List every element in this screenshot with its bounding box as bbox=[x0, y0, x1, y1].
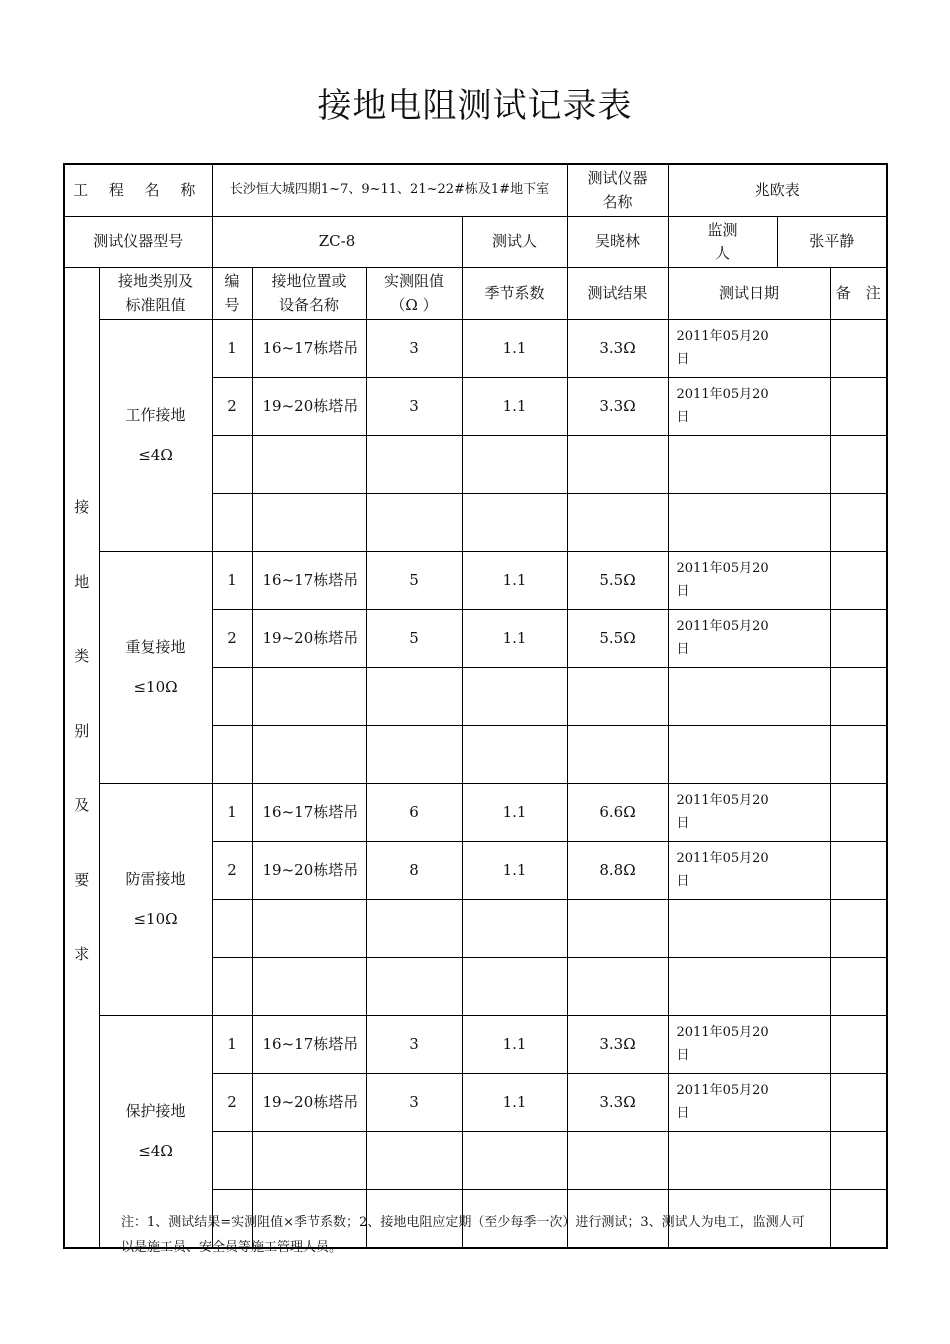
row-date-line2: 日 bbox=[676, 409, 690, 425]
instrument-model-value: ZC-8 bbox=[212, 217, 462, 268]
row-location bbox=[252, 726, 366, 784]
monitor-label-line2: 人 bbox=[714, 244, 730, 262]
instrument-name-label-line2: 名称 bbox=[602, 192, 633, 211]
row-result bbox=[567, 900, 668, 958]
header-remark: 备 注 bbox=[830, 268, 887, 320]
category-standard: ≤4Ω bbox=[138, 445, 173, 464]
row-measured bbox=[366, 494, 462, 552]
row-remark bbox=[830, 958, 887, 1016]
category-standard: ≤10Ω bbox=[133, 909, 178, 928]
row-result: 5.5Ω bbox=[567, 610, 668, 668]
row-location: 16~17栋塔吊 bbox=[252, 320, 366, 378]
header-measured-line2: （Ω ） bbox=[390, 295, 438, 314]
row-date-line1: 2011年05月20 bbox=[676, 793, 769, 808]
row-date bbox=[668, 552, 830, 610]
header-no bbox=[212, 268, 252, 320]
table-row bbox=[64, 784, 887, 842]
category-name: 保护接地 bbox=[125, 1102, 186, 1120]
row-date-line2: 日 bbox=[676, 815, 690, 831]
row-number: 2 bbox=[212, 378, 252, 436]
row-date-line1: 2011年05月20 bbox=[676, 1083, 769, 1098]
tester-label: 测试人 bbox=[462, 217, 567, 268]
row-number: 2 bbox=[212, 842, 252, 900]
row-remark bbox=[830, 900, 887, 958]
row-number bbox=[212, 494, 252, 552]
header-category-line1: 接地类别及 bbox=[117, 272, 193, 291]
row-location bbox=[252, 668, 366, 726]
row-number: 2 bbox=[212, 610, 252, 668]
header-no-line1: 编 bbox=[224, 272, 240, 291]
row-result bbox=[567, 436, 668, 494]
row-measured: 3 bbox=[366, 378, 462, 436]
model-row bbox=[64, 217, 887, 268]
row-remark bbox=[830, 320, 887, 378]
record-table bbox=[63, 163, 888, 1249]
row-location: 16~17栋塔吊 bbox=[252, 552, 366, 610]
side-label-char: 要 bbox=[74, 870, 90, 889]
row-result: 5.5Ω bbox=[567, 552, 668, 610]
row-measured: 3 bbox=[366, 320, 462, 378]
row-season: 1.1 bbox=[462, 1074, 567, 1132]
header-date: 测试日期 bbox=[668, 268, 830, 320]
header-no-line2: 号 bbox=[224, 295, 240, 314]
row-number bbox=[212, 668, 252, 726]
row-number bbox=[212, 436, 252, 494]
category-name: 工作接地 bbox=[125, 406, 186, 424]
row-number: 1 bbox=[212, 320, 252, 378]
row-number bbox=[212, 958, 252, 1016]
row-date bbox=[668, 610, 830, 668]
row-date bbox=[668, 378, 830, 436]
row-location: 16~17栋塔吊 bbox=[252, 784, 366, 842]
side-label-char: 及 bbox=[74, 796, 90, 814]
row-number: 1 bbox=[212, 784, 252, 842]
row-remark bbox=[830, 1074, 887, 1132]
project-value: 长沙恒大城四期1~7、9~11、21~22#栋及1#地下室 bbox=[212, 164, 567, 217]
row-result: 3.3Ω bbox=[567, 1016, 668, 1074]
row-remark bbox=[830, 378, 887, 436]
row-result bbox=[567, 1132, 668, 1190]
row-season: 1.1 bbox=[462, 378, 567, 436]
project-label: 工 程 名 称 bbox=[64, 164, 212, 217]
row-season bbox=[462, 958, 567, 1016]
row-season bbox=[462, 668, 567, 726]
row-measured bbox=[366, 668, 462, 726]
header-category bbox=[99, 268, 212, 320]
row-date bbox=[668, 726, 830, 784]
instrument-name-label-line1: 测试仪器 bbox=[587, 169, 648, 188]
table-row bbox=[64, 1016, 887, 1074]
category-name: 重复接地 bbox=[125, 638, 186, 656]
row-result: 3.3Ω bbox=[567, 1074, 668, 1132]
row-season bbox=[462, 900, 567, 958]
monitor-label-line1: 监测 bbox=[707, 220, 738, 239]
row-season: 1.1 bbox=[462, 784, 567, 842]
row-measured: 8 bbox=[366, 842, 462, 900]
side-label-char: 求 bbox=[74, 945, 90, 963]
row-remark bbox=[830, 1016, 887, 1074]
row-remark bbox=[830, 494, 887, 552]
row-date bbox=[668, 1074, 830, 1132]
row-measured bbox=[366, 958, 462, 1016]
row-date bbox=[668, 668, 830, 726]
table-row bbox=[64, 552, 887, 610]
tester-value: 吴晓林 bbox=[567, 217, 668, 268]
row-measured: 5 bbox=[366, 552, 462, 610]
row-season bbox=[462, 1132, 567, 1190]
row-season: 1.1 bbox=[462, 1016, 567, 1074]
row-measured bbox=[366, 900, 462, 958]
header-measured bbox=[366, 268, 462, 320]
row-remark bbox=[830, 610, 887, 668]
row-season bbox=[462, 494, 567, 552]
row-measured: 6 bbox=[366, 784, 462, 842]
side-label-char: 别 bbox=[74, 721, 90, 740]
row-location: 19~20栋塔吊 bbox=[252, 378, 366, 436]
instrument-model-label: 测试仪器型号 bbox=[64, 217, 212, 268]
category-cell bbox=[99, 320, 212, 552]
row-number bbox=[212, 900, 252, 958]
row-number bbox=[212, 726, 252, 784]
monitor-label bbox=[668, 217, 777, 268]
side-label bbox=[64, 268, 99, 1249]
page-title: 接地电阻测试记录表 bbox=[317, 86, 633, 126]
row-date-line1: 2011年05月20 bbox=[676, 329, 769, 344]
row-number bbox=[212, 1132, 252, 1190]
row-measured: 3 bbox=[366, 1074, 462, 1132]
row-result bbox=[567, 494, 668, 552]
category-cell bbox=[99, 784, 212, 1016]
row-date-line2: 日 bbox=[676, 641, 690, 657]
row-location bbox=[252, 494, 366, 552]
row-measured: 5 bbox=[366, 610, 462, 668]
row-date bbox=[668, 1132, 830, 1190]
row-remark bbox=[830, 726, 887, 784]
side-label-char: 地 bbox=[74, 572, 90, 591]
row-date-line1: 2011年05月20 bbox=[676, 561, 769, 576]
row-date bbox=[668, 958, 830, 1016]
side-label-char: 类 bbox=[74, 647, 90, 665]
footnote-line2: 以是施工员、安全员等施工管理人员。 bbox=[121, 1240, 343, 1255]
row-date bbox=[668, 842, 830, 900]
header-category-line2: 标准阻值 bbox=[125, 295, 186, 314]
row-date-line1: 2011年05月20 bbox=[676, 851, 769, 866]
row-date-line1: 2011年05月20 bbox=[676, 1025, 769, 1040]
row-remark bbox=[830, 1132, 887, 1190]
category-name: 防雷接地 bbox=[125, 870, 186, 888]
row-measured bbox=[366, 436, 462, 494]
row-remark bbox=[830, 668, 887, 726]
row-remark bbox=[830, 436, 887, 494]
row-location bbox=[252, 436, 366, 494]
row-number: 2 bbox=[212, 1074, 252, 1132]
footnote bbox=[121, 1210, 891, 1260]
header-measured-line1: 实测阻值 bbox=[383, 272, 444, 291]
header-location-line1: 接地位置或 bbox=[271, 272, 347, 291]
header-season: 季节系数 bbox=[462, 268, 567, 320]
instrument-name-label bbox=[567, 164, 668, 217]
category-cell bbox=[99, 552, 212, 784]
row-date-line2: 日 bbox=[676, 351, 690, 367]
row-date bbox=[668, 900, 830, 958]
row-season bbox=[462, 436, 567, 494]
row-date-line2: 日 bbox=[676, 1105, 690, 1121]
row-date bbox=[668, 320, 830, 378]
row-location bbox=[252, 958, 366, 1016]
row-season bbox=[462, 726, 567, 784]
row-season: 1.1 bbox=[462, 320, 567, 378]
header-location-line2: 设备名称 bbox=[278, 295, 339, 314]
header-location bbox=[252, 268, 366, 320]
row-location: 19~20栋塔吊 bbox=[252, 1074, 366, 1132]
row-date-line1: 2011年05月20 bbox=[676, 619, 769, 634]
row-measured bbox=[366, 1132, 462, 1190]
project-row bbox=[64, 164, 887, 217]
row-date bbox=[668, 436, 830, 494]
row-location: 19~20栋塔吊 bbox=[252, 842, 366, 900]
row-result bbox=[567, 726, 668, 784]
row-result bbox=[567, 958, 668, 1016]
row-remark bbox=[830, 842, 887, 900]
row-number: 1 bbox=[212, 1016, 252, 1074]
row-result bbox=[567, 668, 668, 726]
row-measured: 3 bbox=[366, 1016, 462, 1074]
header-result: 测试结果 bbox=[567, 268, 668, 320]
row-result: 3.3Ω bbox=[567, 320, 668, 378]
row-result: 8.8Ω bbox=[567, 842, 668, 900]
row-measured bbox=[366, 726, 462, 784]
row-season: 1.1 bbox=[462, 552, 567, 610]
table-row bbox=[64, 320, 887, 378]
row-date-line2: 日 bbox=[676, 1047, 690, 1063]
category-standard: ≤4Ω bbox=[138, 1141, 173, 1160]
row-remark bbox=[830, 552, 887, 610]
footnote-line1: 注：1、测试结果=实测阻值×季节系数；2、接地电阻应定期（至少每季一次）进行测试；3、测试人为电工，监测人可 bbox=[121, 1215, 805, 1230]
row-date-line1: 2011年05月20 bbox=[676, 387, 769, 402]
row-date bbox=[668, 1016, 830, 1074]
row-location: 16~17栋塔吊 bbox=[252, 1016, 366, 1074]
row-number: 1 bbox=[212, 552, 252, 610]
row-date-line2: 日 bbox=[676, 583, 690, 599]
side-label-char: 接 bbox=[74, 498, 90, 516]
row-result: 3.3Ω bbox=[567, 378, 668, 436]
monitor-value: 张平静 bbox=[777, 217, 887, 268]
row-remark bbox=[830, 784, 887, 842]
row-location bbox=[252, 900, 366, 958]
row-season: 1.1 bbox=[462, 610, 567, 668]
row-location bbox=[252, 1132, 366, 1190]
row-date-line2: 日 bbox=[676, 873, 690, 889]
category-standard: ≤10Ω bbox=[133, 677, 178, 696]
row-result: 6.6Ω bbox=[567, 784, 668, 842]
row-season: 1.1 bbox=[462, 842, 567, 900]
row-date bbox=[668, 784, 830, 842]
row-date bbox=[668, 494, 830, 552]
instrument-name-value: 兆欧表 bbox=[668, 164, 887, 217]
row-location: 19~20栋塔吊 bbox=[252, 610, 366, 668]
column-header-row bbox=[64, 268, 887, 320]
